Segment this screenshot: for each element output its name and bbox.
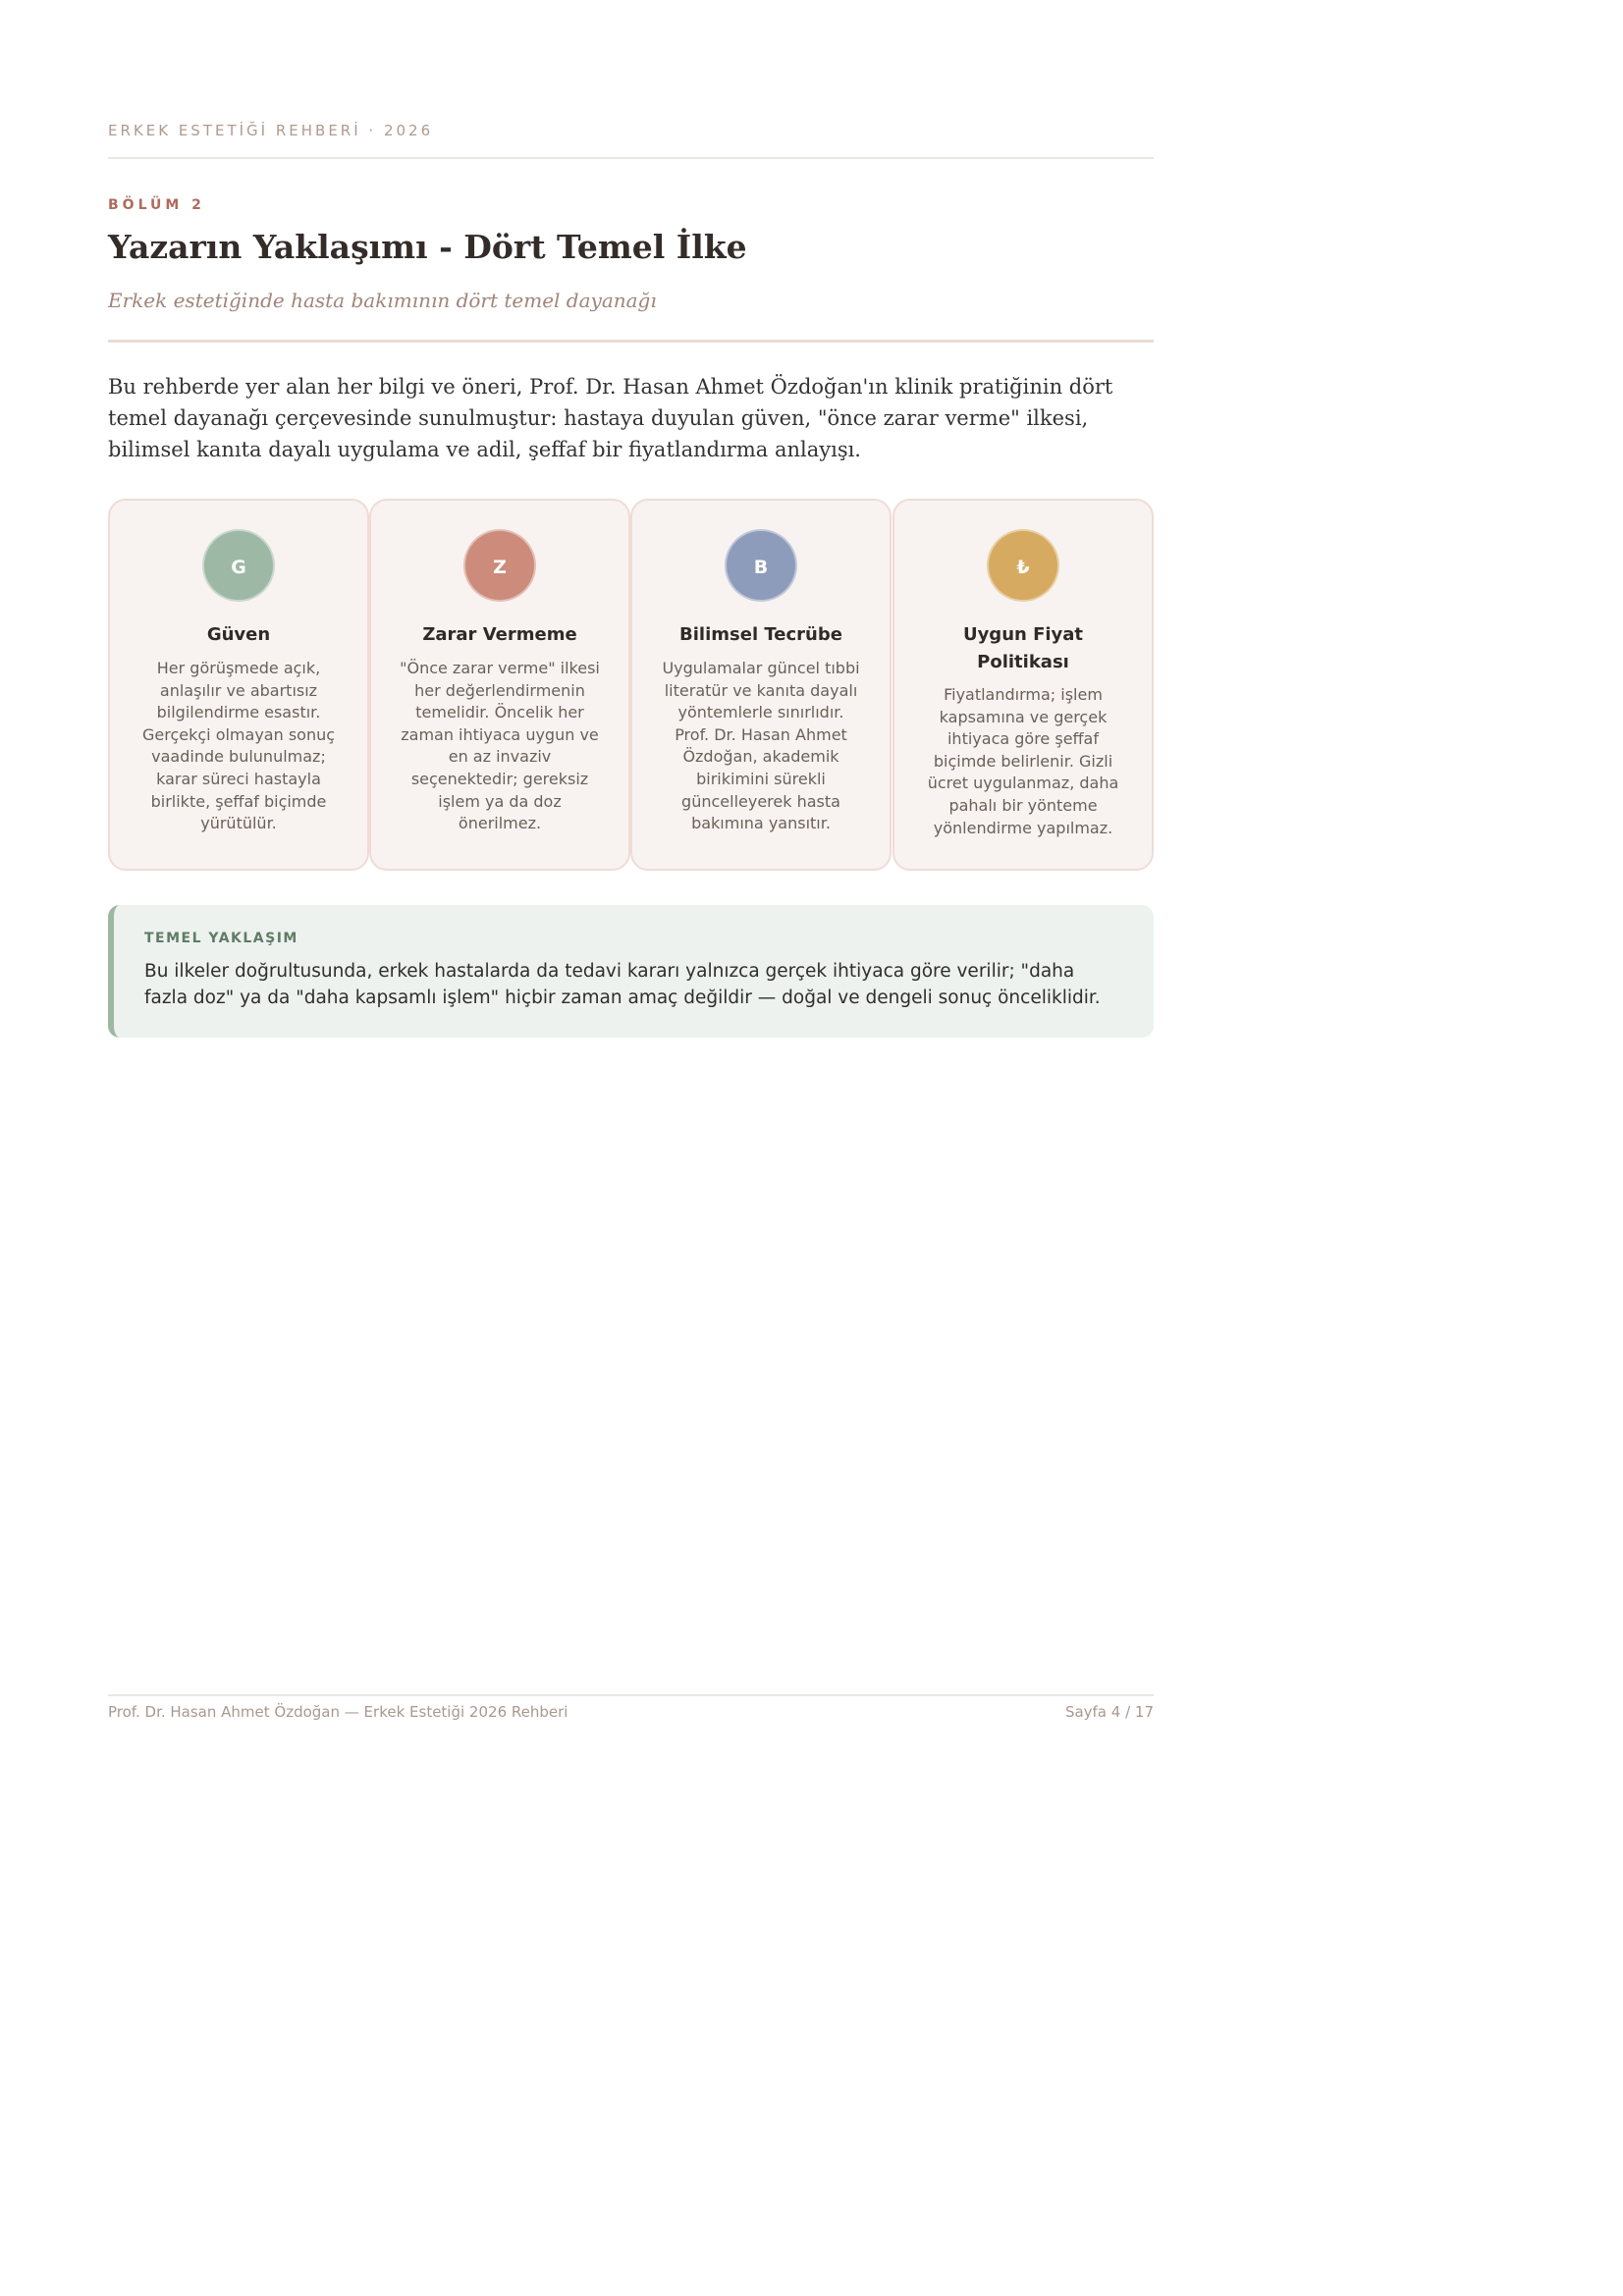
principle-title: Bilimsel Tecrübe: [679, 624, 842, 645]
principle-card-bilimsel-tecrube: [630, 499, 892, 871]
section-label: BÖLÜM 2: [108, 197, 205, 213]
lira-icon: ₺: [987, 529, 1059, 602]
title-divider: [108, 340, 1154, 343]
principle-card-uygun-fiyat: [893, 499, 1154, 871]
footer-title: Prof. Dr. Hasan Ahmet Özdoğan — Erkek Estetiği 2026 Rehberi: [108, 1703, 568, 1721]
page-title: Yazarın Yaklaşımı - Dört Temel İlke: [108, 228, 747, 266]
principle-description: Uygulamalar güncel tıbbi literatür ve kanıta dayalı yöntemlerle sınırlıdır. Prof. Dr. Hasan Ahmet Özdoğan, akademik birikimini sürekli güncelleyerek hasta bakımına yansıtır.: [662, 659, 860, 833]
principle-card-zarar-vermeme: [369, 499, 630, 871]
callout-text: Bu ilkeler doğrultusunda, erkek hastalarda da tedavi kararı yalnızca gerçek ihtiyaca göre verilir; "daha fazla doz" ya da "daha kapsamlı işlem" hiçbir zaman amaç değildir — doğal ve dengeli sonuç önceliklidir.: [144, 961, 1101, 1008]
principle-badge-icon: G: [202, 529, 275, 602]
page-subtitle: Erkek estetiğinde hasta bakımının dört temel dayanağı: [108, 289, 657, 312]
principle-description: Fiyatlandırma; işlem kapsamına ve gerçek ihtiyaca göre şeffaf biçimde belirlenir. Gizli ücret uygulanmaz, daha pahalı bir yönteme yönlendirme yapılmaz.: [927, 685, 1119, 837]
page-number: Sayfa 4 / 17: [1064, 1703, 1154, 1721]
principle-title: Zarar Vermeme: [422, 624, 577, 645]
running-head: ERKEK ESTETİĞİ REHBERİ · 2026: [108, 122, 434, 139]
principles-grid: [108, 499, 1154, 871]
key-approach-callout: [108, 905, 1154, 1038]
principle-badge-icon: Z: [463, 529, 536, 602]
footer-divider: [108, 1694, 1154, 1696]
callout-label: TEMEL YAKLAŞIM: [144, 931, 298, 946]
principle-description: "Önce zarar verme" ilkesi her değerlendirmenin temelidir. Öncelik her zaman ihtiyaca uygun ve en az invaziv seçenektedir; gereksiz işlem ya da doz önerilmez.: [400, 659, 600, 833]
intro-paragraph: Bu rehberde yer alan her bilgi ve öneri, Prof. Dr. Hasan Ahmet Özdoğan'ın klinik pratiğinin dört temel dayanağı çerçevesinde sunulmuştur: hastaya duyulan güven, "önce zarar verme" ilkesi, bilimsel kanıta dayalı uygulama ve adil, şeffaf bir fiyatlandırma anlayışı.: [108, 375, 1113, 461]
principle-title: Güven: [206, 624, 271, 645]
principle-badge-icon: B: [725, 529, 797, 602]
principle-card-guven: [108, 499, 369, 871]
principle-description: Her görüşmede açık, anlaşılır ve abartısız bilgilendirme esastır. Gerçekçi olmayan sonuç vaadinde bulunulmaz; karar süreci hastayla birlikte, şeffaf biçimde yürütülür.: [141, 659, 336, 833]
principle-title: Uygun Fiyat Politikası: [962, 624, 1084, 672]
header-divider: [108, 157, 1154, 159]
